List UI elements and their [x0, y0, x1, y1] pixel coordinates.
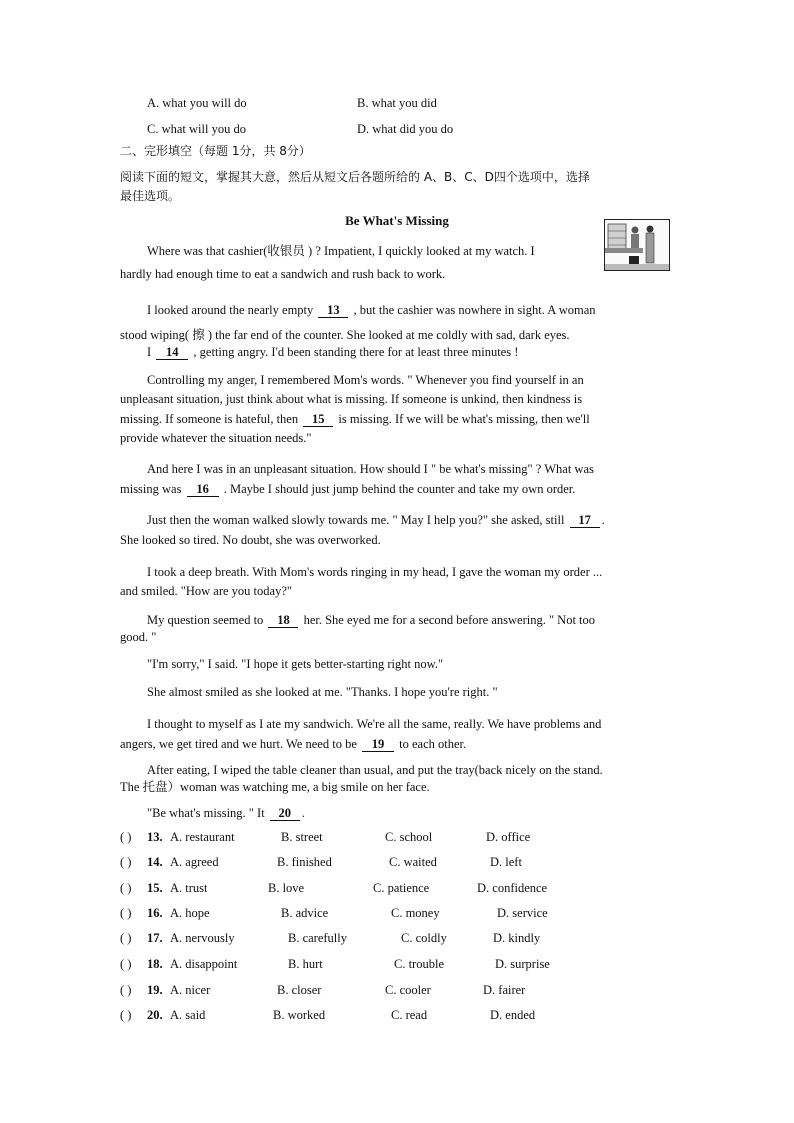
prev-option-d: D. what did you do [357, 122, 454, 136]
passage-title: Be What's Missing [345, 213, 449, 228]
passage-line: I took a deep breath. With Mom's words ringing in my head, I gave the woman my order ... [147, 565, 603, 579]
passage-text: missing. If someone is hateful, then [120, 412, 299, 426]
passage-text: I [147, 345, 152, 359]
answer-paren[interactable]: ( ) [120, 881, 132, 895]
passage-line [120, 411, 670, 428]
blank-18: 18 [268, 613, 298, 628]
option-c: C. coldly [401, 931, 447, 945]
passage-line: and smiled. "How are you today?" [120, 584, 292, 598]
passage-line: After eating, I wiped the table cleaner than usual, and put the tray(back nicely on the stand. [147, 763, 603, 777]
passage-line: I thought to myself as I ate my sandwich. We're all the same, really. We have problems and [147, 717, 602, 731]
answer-paren[interactable]: ( ) [120, 830, 132, 844]
passage-line: unpleasant situation, just think about what is missing. If someone is unkind, then kindness is [120, 392, 583, 406]
option-a: A. agreed [170, 855, 219, 869]
passage-line: Where was that cashier(收银员 ) ? Impatient, I quickly looked at my watch. I [147, 244, 535, 258]
passage-line: Controlling my anger, I remembered Mom's words. " Whenever you find yourself in an [147, 373, 584, 387]
prev-option-a: A. what you will do [147, 96, 247, 110]
passage-line: good. " [120, 630, 157, 644]
option-c: C. patience [373, 881, 430, 895]
passage-text: . Maybe I should just jump behind the counter and take my own order. [223, 482, 576, 496]
passage-text: her. She eyed me for a second before answering. " Not too [303, 613, 596, 627]
answer-paren[interactable]: ( ) [120, 1008, 132, 1022]
option-a: A. hope [170, 906, 210, 920]
answer-paren[interactable]: ( ) [120, 931, 132, 945]
passage-line: provide whatever the situation needs." [120, 431, 312, 445]
passage-line [147, 302, 697, 319]
passage-text: Just then the woman walked slowly towards me. " May I help you?" she asked, still [147, 513, 565, 527]
passage-text: . [301, 806, 305, 820]
question-number: 16. [147, 906, 163, 920]
option-d: D. fairer [483, 983, 526, 997]
option-b: B. love [268, 881, 305, 895]
passage-line: And here I was in an unpleasant situation. How should I " be what's missing" ? What was [147, 462, 594, 476]
passage-line: She almost smiled as she looked at me. "Thanks. I hope you're right. " [147, 685, 498, 699]
answer-paren[interactable]: ( ) [120, 906, 132, 920]
blank-14: 14 [156, 345, 188, 360]
option-a: A. disappoint [170, 957, 238, 971]
option-c: C. school [385, 830, 433, 844]
blank-13: 13 [318, 303, 348, 318]
question-number: 17. [147, 931, 163, 945]
question-number: 13. [147, 830, 163, 844]
section-instruction-line2: 最佳选项。 [120, 189, 181, 203]
option-d: D. service [497, 906, 548, 920]
option-d: D. left [490, 855, 522, 869]
passage-line [120, 736, 670, 753]
passage-text: angers, we get tired and we hurt. We need to be [120, 737, 357, 751]
passage-text: . [601, 513, 605, 527]
blank-20: 20 [270, 806, 300, 821]
question-number: 15. [147, 881, 163, 895]
question-number: 20. [147, 1008, 163, 1022]
option-a: A. restaurant [170, 830, 235, 844]
option-b: B. street [281, 830, 323, 844]
passage-text: missing was [120, 482, 182, 496]
answer-paren[interactable]: ( ) [120, 855, 132, 869]
option-d: D. kindly [493, 931, 541, 945]
option-d: D. surprise [495, 957, 550, 971]
passage-text: , but the cashier was nowhere in sight. A woman [353, 303, 596, 317]
option-a: A. said [170, 1008, 206, 1022]
option-b: B. carefully [288, 931, 348, 945]
blank-15: 15 [303, 412, 333, 427]
question-number: 18. [147, 957, 163, 971]
option-d: D. office [486, 830, 531, 844]
blank-19: 19 [362, 737, 394, 752]
passage-line [147, 344, 697, 361]
passage-text: to each other. [399, 737, 467, 751]
answer-paren[interactable]: ( ) [120, 957, 132, 971]
passage-text: I looked around the nearly empty [147, 303, 314, 317]
option-b: B. advice [281, 906, 329, 920]
option-c: C. trouble [394, 957, 444, 971]
answer-paren[interactable]: ( ) [120, 983, 132, 997]
passage-line: She looked so tired. No doubt, she was overworked. [120, 533, 381, 547]
question-number: 19. [147, 983, 163, 997]
passage-line: "I'm sorry," I said. "I hope it gets better-starting right now." [147, 657, 444, 671]
passage-text: is missing. If we will be what's missing, then we'll [338, 412, 590, 426]
option-c: C. waited [389, 855, 437, 869]
prev-option-b: B. what you did [357, 96, 437, 110]
blank-17: 17 [570, 513, 600, 528]
section-heading: 二、完形填空（每题 1分，共 8分） [120, 144, 311, 158]
blank-16: 16 [187, 482, 219, 497]
option-c: C. money [391, 906, 440, 920]
passage-line: hardly had enough time to eat a sandwich and rush back to work. [120, 267, 446, 281]
passage-line: stood wiping( 擦 ) the far end of the counter. She looked at me coldly with sad, dark eyes. [120, 328, 570, 342]
passage-line [147, 612, 697, 629]
option-a: A. nicer [170, 983, 211, 997]
option-b: B. finished [277, 855, 332, 869]
passage-line [120, 481, 670, 498]
option-b: B. worked [273, 1008, 326, 1022]
passage-line [147, 805, 697, 822]
option-d: D. confidence [477, 881, 548, 895]
option-d: D. ended [490, 1008, 536, 1022]
passage-text: "Be what's missing. " It [147, 806, 265, 820]
option-b: B. hurt [288, 957, 323, 971]
question-number: 14. [147, 855, 163, 869]
option-a: A. nervously [170, 931, 235, 945]
passage-text: My question seemed to [147, 613, 264, 627]
passage-text: , getting angry. I'd been standing there for at least three minutes ! [193, 345, 519, 359]
option-c: C. cooler [385, 983, 431, 997]
section-instruction-line1: 阅读下面的短文，掌握其大意，然后从短文后各题所给的 A、B、C、D四个选项中，选择 [120, 170, 590, 184]
option-a: A. trust [170, 881, 208, 895]
prev-option-c: C. what will you do [147, 122, 246, 136]
passage-line: The 托盘）woman was watching me, a big smile on her face. [120, 780, 430, 794]
passage-line [147, 512, 697, 529]
option-c: C. read [391, 1008, 428, 1022]
option-b: B. closer [277, 983, 322, 997]
